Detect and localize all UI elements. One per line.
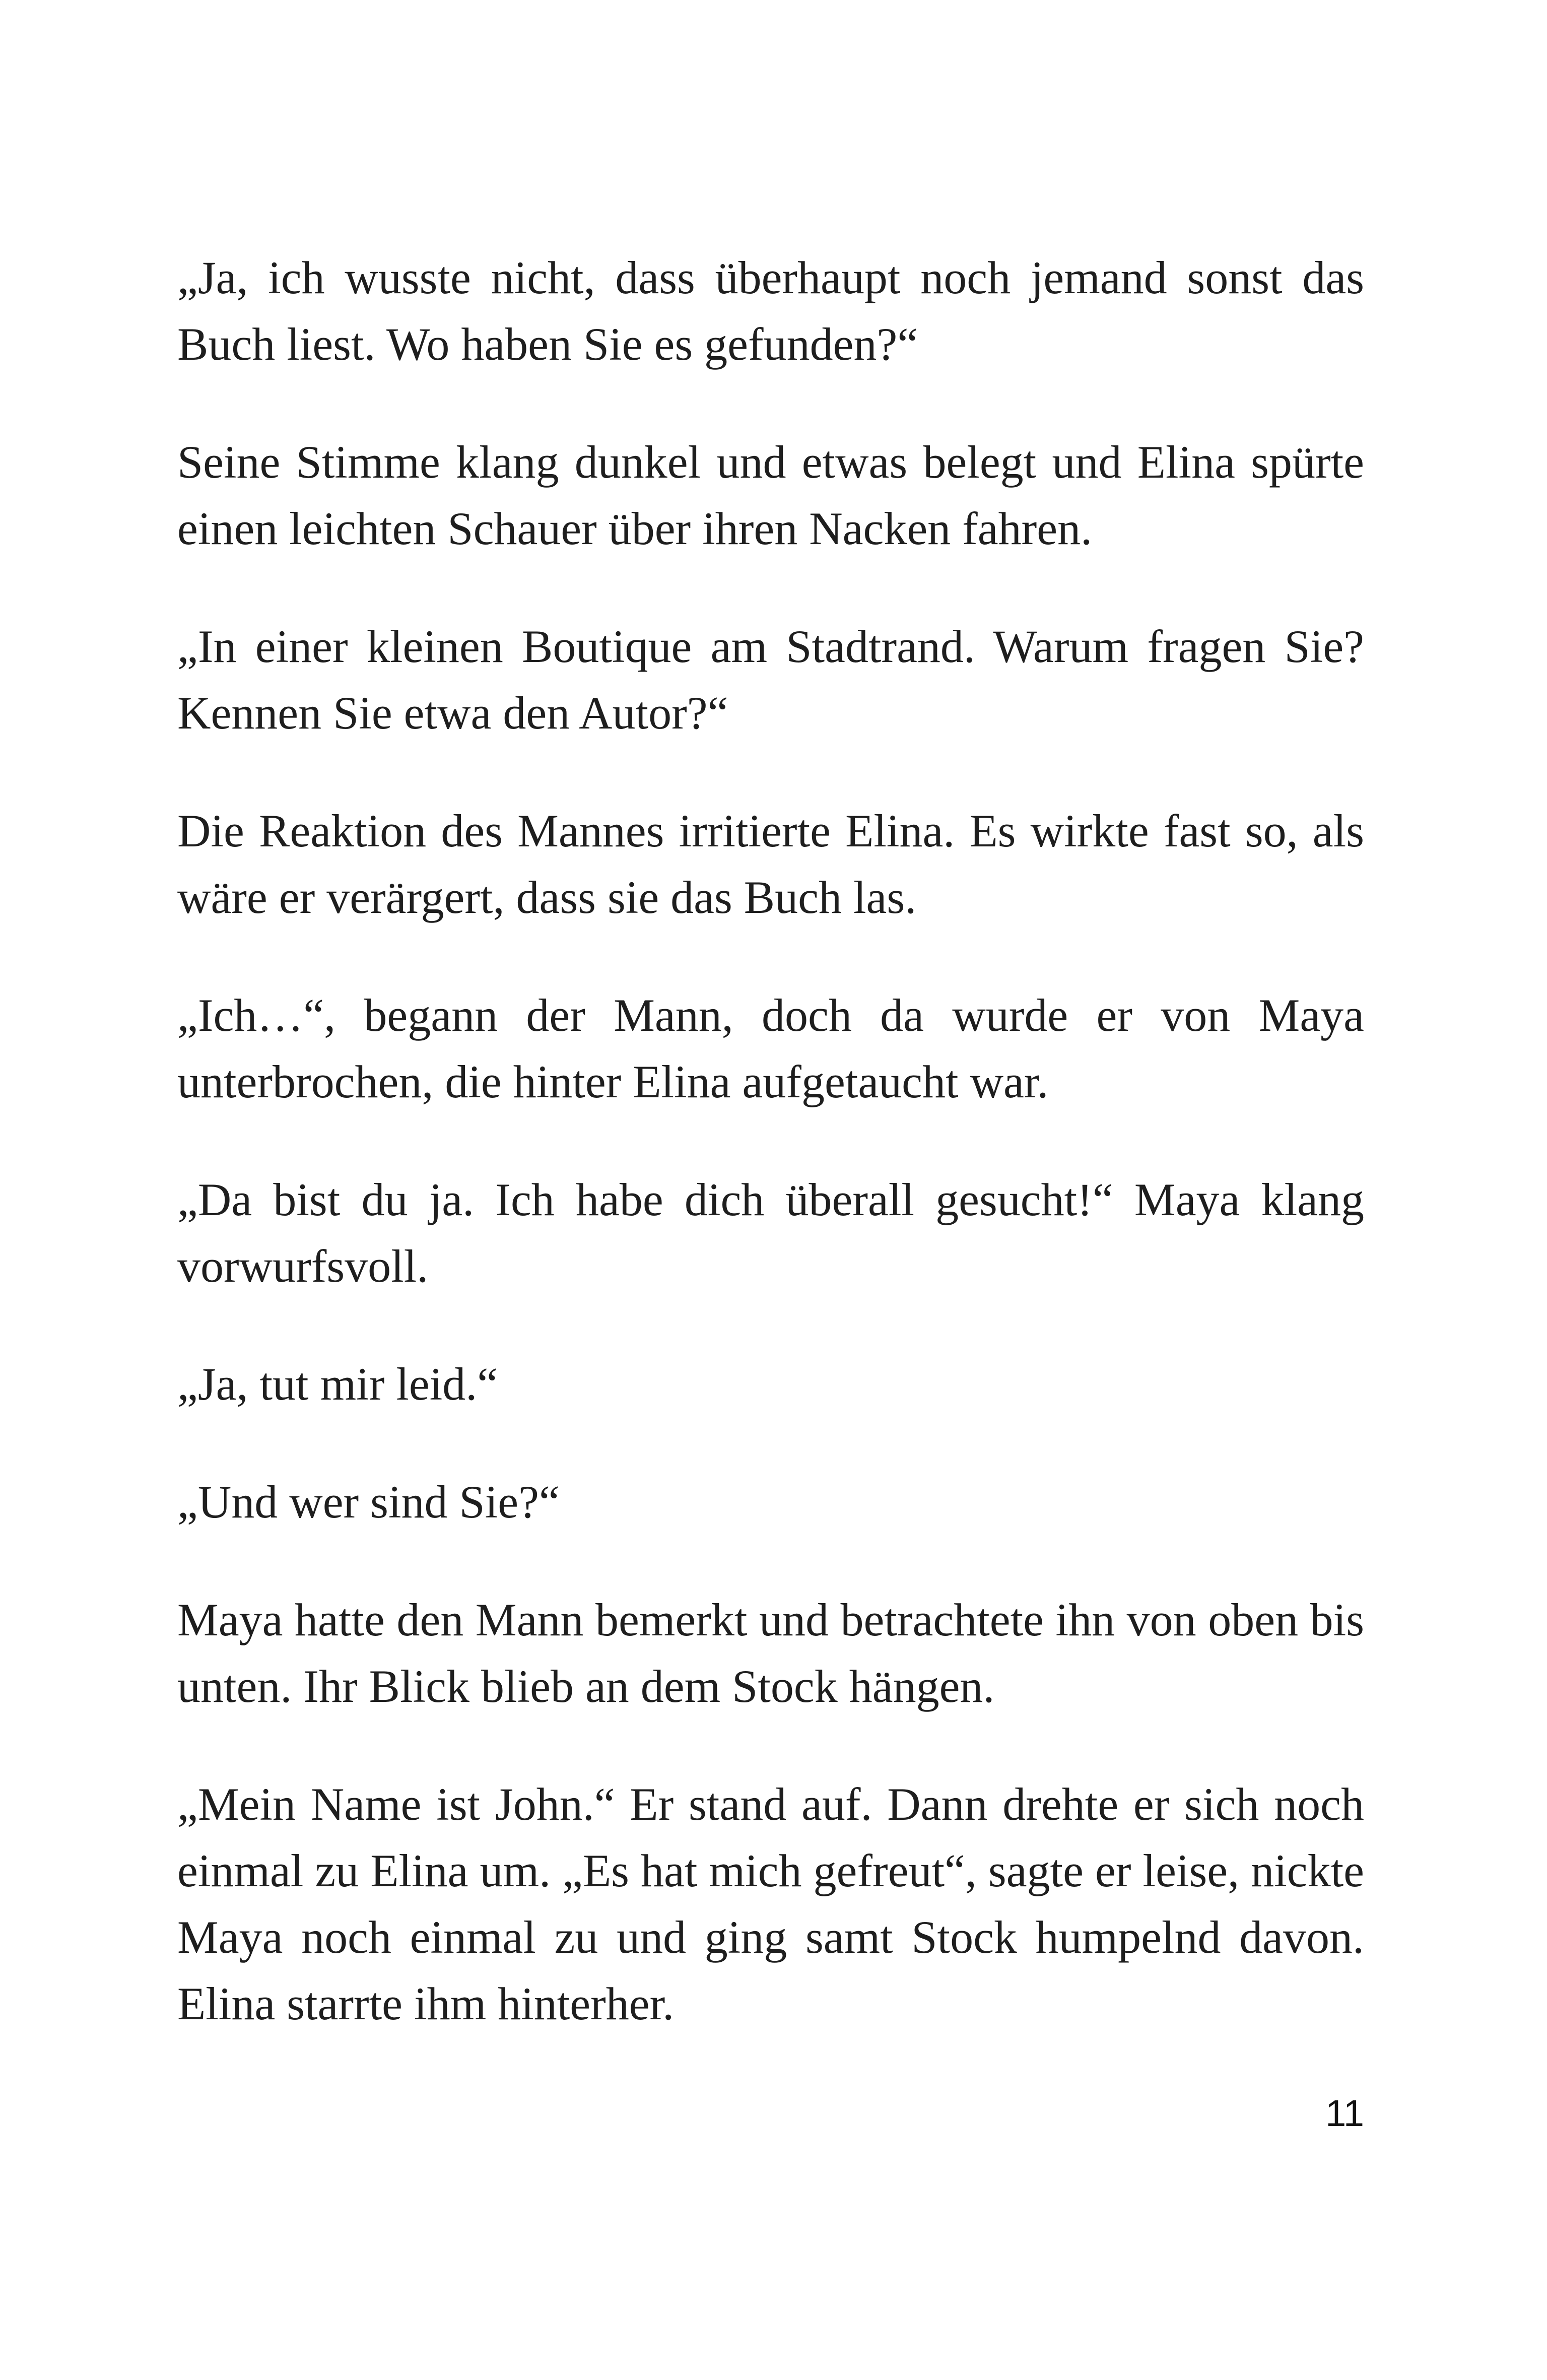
paragraph: „In einer kleinen Boutique am Stadtrand. Warum fragen Sie? Kennen Sie etwa den Autor?“ — [177, 621, 1364, 739]
paragraph: Die Reaktion des Mannes irritierte Elina. Es wirkte fast so, als wäre er verärgert, dass sie das Buch las. — [177, 805, 1364, 923]
paragraph: „Da bist du ja. Ich habe dich überall gesucht!“ Maya klang vorwurfsvoll. — [177, 1174, 1364, 1292]
paragraph: Seine Stimme klang dunkel und etwas belegt und Elina spürte einen leichten Schauer über ihren Nacken fahren. — [177, 436, 1364, 554]
paragraph: „Ja, tut mir leid.“ — [177, 1358, 498, 1410]
paragraph: „Ich…“, begann der Mann, doch da wurde er von Maya unterbrochen, die hinter Elina aufgetaucht war. — [177, 989, 1364, 1107]
paragraph: Maya hatte den Mann bemerkt und betrachtete ihn von oben bis unten. Ihr Blick blieb an dem Stock hängen. — [177, 1594, 1364, 1712]
paragraph: „Mein Name ist John.“ Er stand auf. Dann drehte er sich noch einmal zu Elina um. „Es hat mich gefreut“, sagte er leise, nickte Maya noch einmal zu und ging samt Stock humpelnd davon. Elina starrte ihm hinterher. — [177, 1778, 1364, 2029]
page-number: 11 — [1325, 2092, 1364, 2134]
paragraph: „Ja, ich wusste nicht, dass überhaupt noch jemand sonst das Buch liest. Wo haben Sie es gefunden?“ — [177, 252, 1364, 370]
body-text — [177, 244, 1364, 2037]
paragraph: „Und wer sind Sie?“ — [177, 1476, 560, 1528]
